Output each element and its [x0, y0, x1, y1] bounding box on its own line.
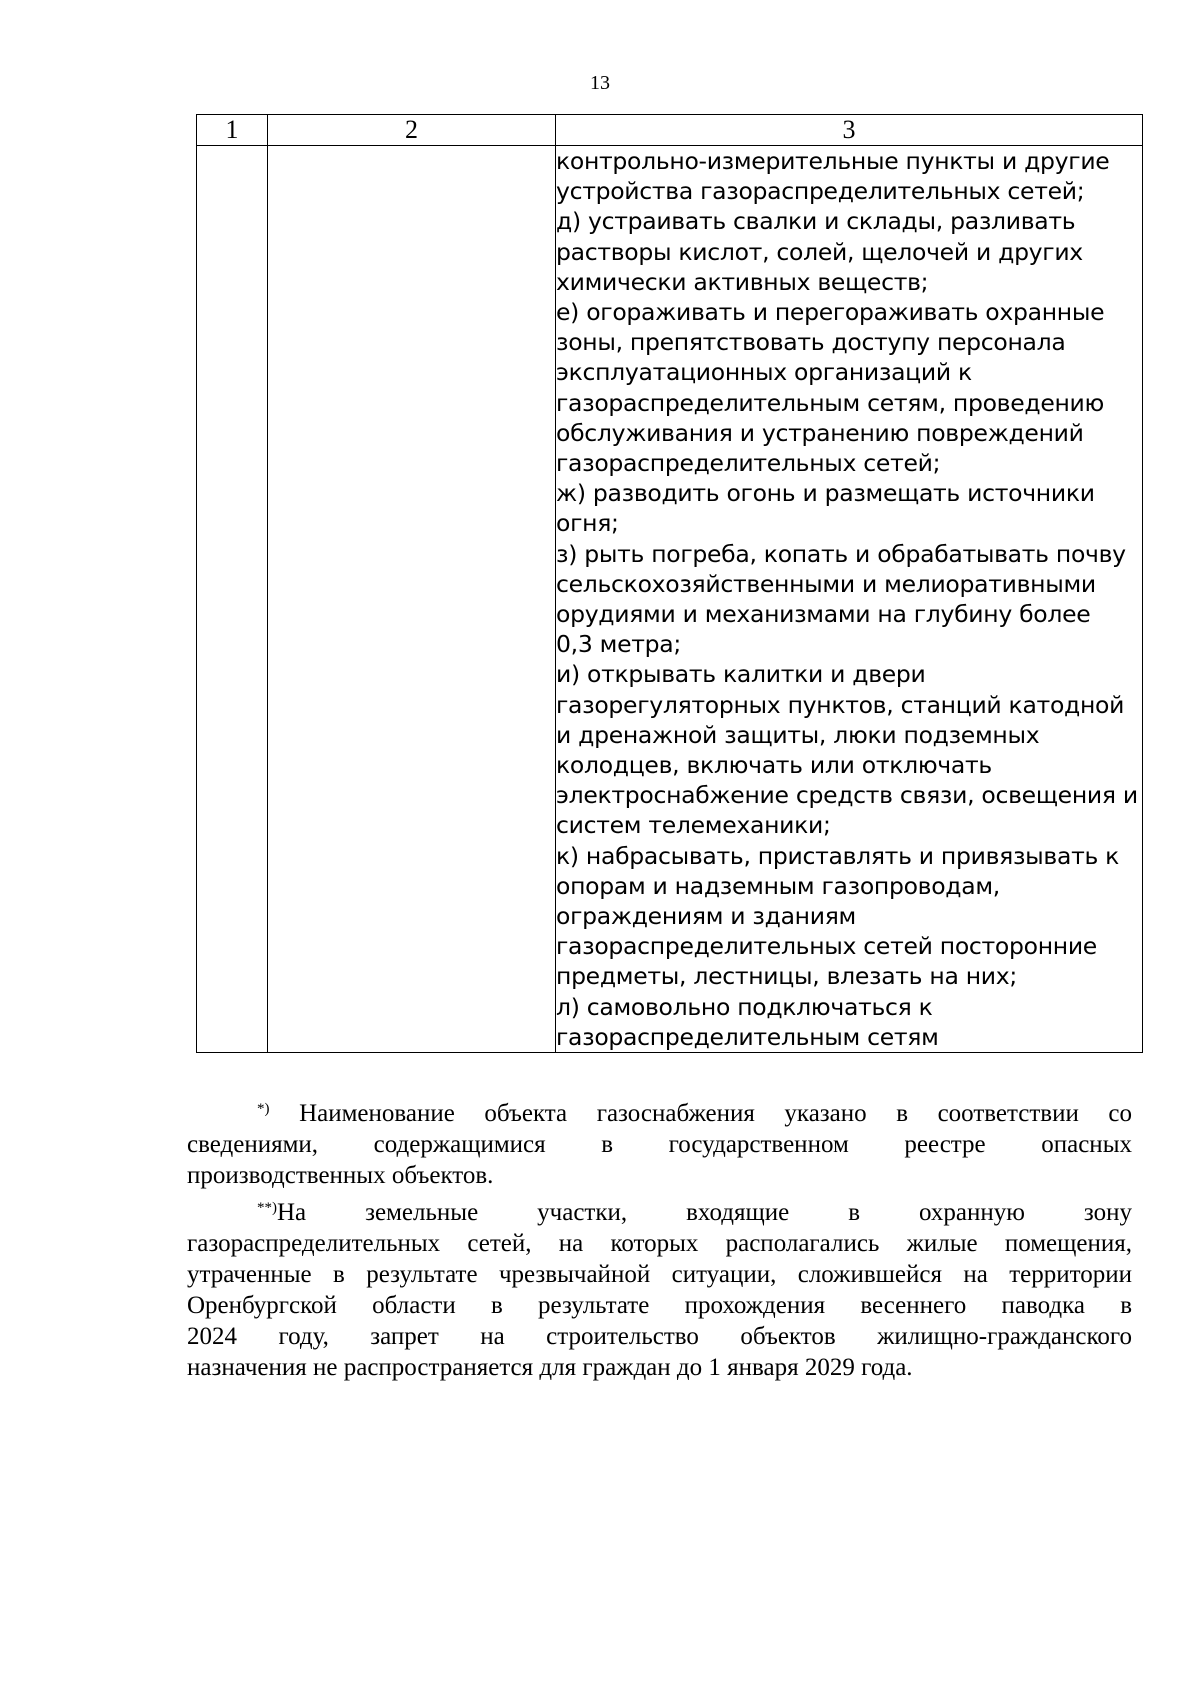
table-text-line: и) открывать калитки и двери	[556, 660, 926, 689]
table-text-line: предметы, лестницы, влезать на них;	[556, 962, 1018, 991]
table-text-line: контрольно-измерительные пункты и другие	[556, 147, 1110, 175]
table-header-row	[197, 115, 1143, 146]
table-text-line: систем телемеханики;	[556, 811, 831, 840]
table-text-line: электроснабжение средств связи, освещения и	[556, 781, 1138, 810]
table-text-line: и дренажной защиты, люки подземных	[556, 720, 1040, 749]
table-header-col-2: 2	[268, 115, 556, 146]
table-text-line: ж) разводить огонь и размещать источники	[556, 479, 1095, 508]
page-number: 13	[590, 72, 610, 94]
footnote-marker: **)	[257, 1200, 277, 1216]
footnote-text: Наименование объекта газоснабжения указано в соответствии со	[299, 1100, 1132, 1127]
table-cell-col-1	[197, 146, 268, 1053]
footnote-line: сведениями, содержащимися в государственном реестре опасных	[187, 1131, 1132, 1158]
table-text-line: орудиями и механизмами на глубину более	[556, 600, 1091, 629]
table-text-line: сельскохозяйственными и мелиоративными	[556, 569, 1096, 598]
table-text-line: ограждениям и зданиям	[556, 902, 856, 931]
table-cell-col-3	[556, 146, 1143, 1053]
footnotes	[187, 1098, 1132, 1383]
table-text-line: д) устраивать свалки и склады, разливать	[556, 207, 1076, 236]
footnote-text: На земельные участки, входящие в охранную зону	[277, 1199, 1132, 1226]
table-text-line: устройства газораспределительных сетей;	[556, 177, 1085, 206]
footnote-line: Оренбургской области в результате прохождения весеннего паводка в	[187, 1292, 1132, 1319]
footnote-line	[187, 1098, 1132, 1129]
table-header-col-1: 1	[197, 115, 268, 146]
table-text-line: газораспределительным сетям, проведению	[556, 388, 1104, 417]
table-text-line: обслуживания и устранению повреждений	[556, 418, 1084, 447]
footnote-line: 2024 году, запрет на строительство объектов жилищно-гражданского	[187, 1323, 1132, 1350]
table-text-line: огня;	[556, 509, 619, 538]
table-text-line: к) набрасывать, приставлять и привязывать к	[556, 841, 1120, 870]
footnote-2	[187, 1197, 1132, 1383]
table-text-line: зоны, препятствовать доступу персонала	[556, 328, 1066, 357]
table-text-line: опорам и надземным газопроводам,	[556, 871, 1000, 900]
table-text-line: е) огораживать и перегораживать охранные	[556, 298, 1105, 327]
footnote-line: производственных объектов.	[187, 1162, 494, 1189]
footnote-line: назначения не распространяется для граждан до 1 января 2029 года.	[187, 1354, 913, 1381]
table-text-line: з) рыть погреба, копать и обрабатывать почву	[556, 539, 1126, 568]
footnote-marker: *)	[257, 1101, 270, 1117]
table-text-line: 0,3 метра;	[556, 630, 681, 659]
table-text-line: л) самовольно подключаться к	[556, 992, 933, 1021]
table-text-line: эксплуатационных организаций к	[556, 358, 972, 387]
table-row	[197, 146, 1143, 1053]
table-text-line: газораспределительных сетей;	[556, 449, 941, 478]
footnote-1	[187, 1098, 1132, 1191]
footnote-line: газораспределительных сетей, на которых располагались жилые помещения,	[187, 1230, 1132, 1257]
table-text-line: газорегуляторных пунктов, станций катодной	[556, 690, 1125, 719]
footnote-line	[187, 1197, 1132, 1228]
table-text-line: газораспределительным сетям	[556, 1022, 939, 1051]
table-text-line: химически активных веществ;	[556, 267, 929, 296]
table-text-line: растворы кислот, солей, щелочей и других	[556, 237, 1083, 266]
document-table	[196, 114, 1143, 1053]
table-text-line: газораспределительных сетей посторонние	[556, 932, 1097, 961]
table-cell-col-2	[268, 146, 556, 1053]
table-header-col-3: 3	[556, 115, 1143, 146]
table-text-line: колодцев, включать или отключать	[556, 751, 992, 780]
footnote-line: утраченные в результате чрезвычайной ситуации, сложившейся на территории	[187, 1261, 1132, 1288]
